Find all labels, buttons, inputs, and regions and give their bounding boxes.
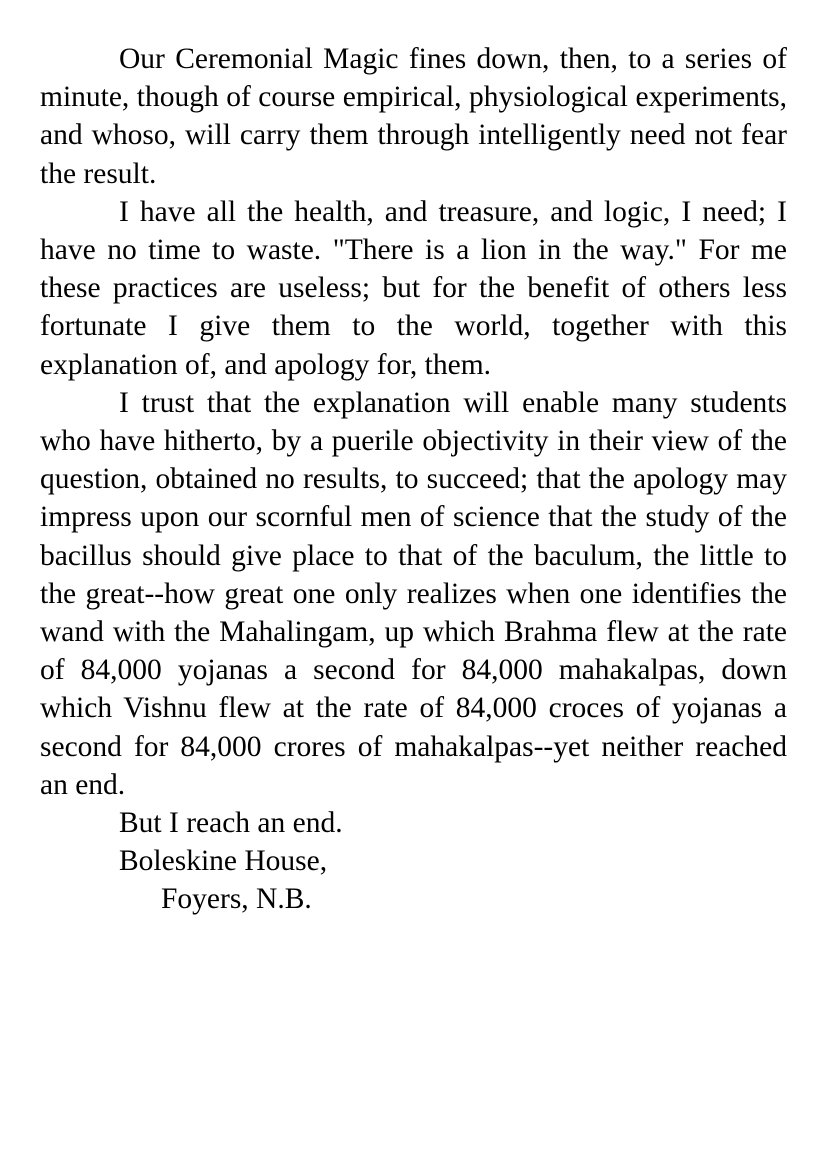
paragraph-health-treasure: I have all the health, and treasure, and logic, I need; I have no time to waste. "There is a lion in the way." For me these practices are useless; but for the benefit of others less fortunate I give them to the world, together with this explanation of, and apology for, them. bbox=[40, 195, 787, 381]
signature-place: Boleskine House, bbox=[119, 845, 328, 878]
paragraph-ceremonial-magic: Our Ceremonial Magic fines down, then, to a series of minute, though of course empirical, physiological experiments, and whoso, will carry them through intelligently need not fear the result. bbox=[40, 43, 787, 190]
closing-line: But I reach an end. bbox=[119, 807, 343, 840]
signature-location: Foyers, N.B. bbox=[161, 883, 312, 916]
document-page bbox=[40, 40, 787, 919]
paragraph-explanation: I trust that the explanation will enable many students who have hitherto, by a puerile objectivity in their view of the question, obtained no results, to succeed; that the apology may impress upon our scornful men of science that the study of the bacillus should give place to that of the baculum, the little to the great--how great one only realizes when one identifies the wand with the Mahalingam, up which Brahma flew at the rate of 84,000 yojanas a second for 84,000 mahakalpas, down which Vishnu flew at the rate of 84,000 croces of yojanas a second for 84,000 crores of mahakalpas--yet neither reached an end. bbox=[40, 386, 787, 801]
